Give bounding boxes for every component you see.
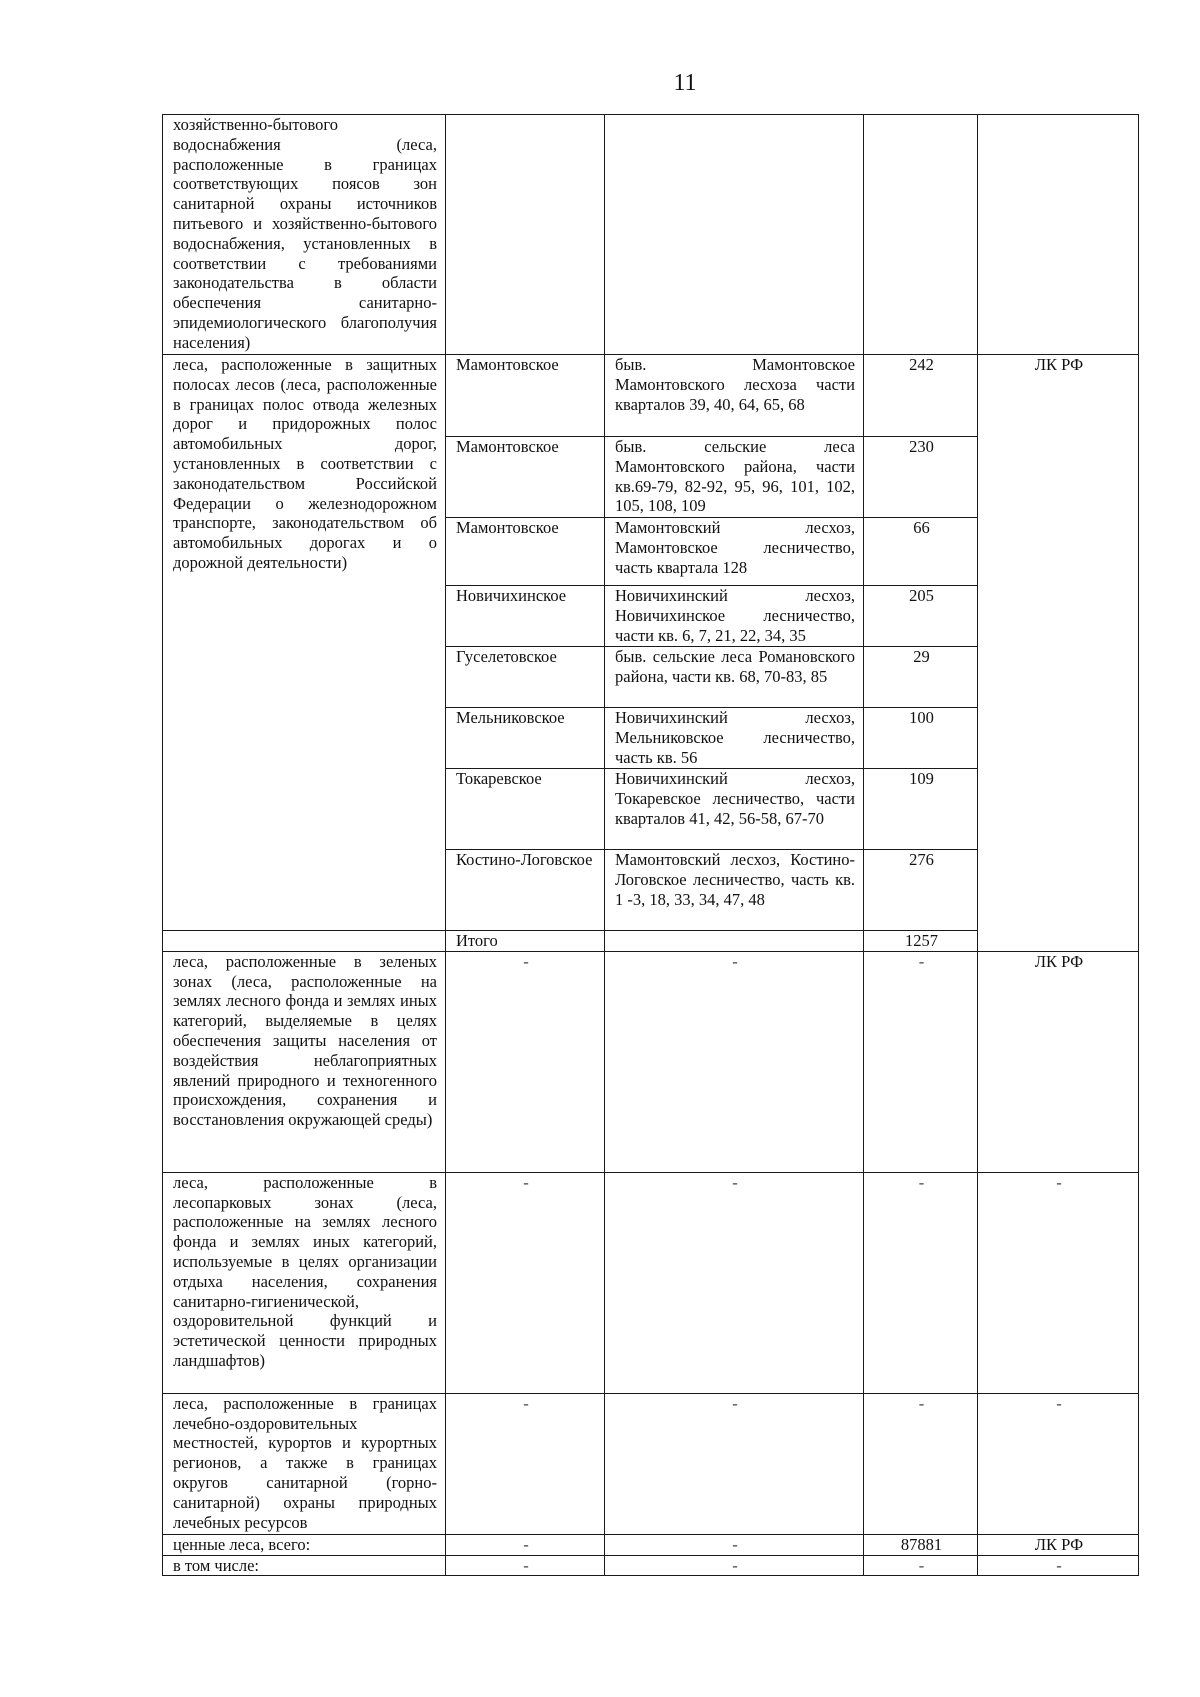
basis-cell: ЛК РФ: [978, 355, 1139, 952]
location-cell: Новичихинский лесхоз, Мельниковское лесничество, часть кв. 56: [605, 708, 864, 769]
location-cell: [605, 931, 864, 952]
location-cell: быв. Мамонтовское Мамонтовского лесхоза части кварталов 39, 40, 64, 65, 68: [605, 355, 864, 437]
area-cell: [864, 115, 978, 355]
location-cell: -: [605, 1555, 864, 1576]
forestry-cell: Мамонтовское: [446, 355, 605, 437]
area-cell: 29: [864, 647, 978, 708]
forestry-cell: [446, 115, 605, 355]
area-cell: 100: [864, 708, 978, 769]
forestry-cell: -: [446, 1555, 605, 1576]
table-row: [163, 1534, 1139, 1555]
page-number: 11: [673, 70, 697, 96]
area-cell: 276: [864, 850, 978, 931]
forestry-cell: Мамонтовское: [446, 437, 605, 518]
area-cell: 242: [864, 355, 978, 437]
area-cell: -: [864, 1172, 978, 1393]
table-row: [163, 355, 1139, 437]
table-row: [163, 1172, 1139, 1393]
forestry-cell: -: [446, 1393, 605, 1534]
category-cell: хозяйственно-бытового водоснабжения (леса, расположенные в границах соответствующих поясов зон санитарной охраны источников питьевого и хозяйственно-бытового водоснабжения, установленных в соответствии с требованиями законодательства в области обеспечения санитарно-эпидемиологического благополучия населения): [163, 115, 446, 355]
area-cell: 230: [864, 437, 978, 518]
area-cell: -: [864, 1393, 978, 1534]
basis-cell: ЛК РФ: [978, 1534, 1139, 1555]
basis-cell: [978, 115, 1139, 355]
basis-cell: -: [978, 1172, 1139, 1393]
forestry-cell: Гуселетовское: [446, 647, 605, 708]
location-cell: -: [605, 1172, 864, 1393]
forestry-cell: -: [446, 951, 605, 1172]
basis-cell: ЛК РФ: [978, 951, 1139, 1172]
total-value: 1257: [864, 931, 978, 952]
table-row: [163, 115, 1139, 355]
area-cell: 109: [864, 769, 978, 850]
location-cell: -: [605, 951, 864, 1172]
forestry-cell: Мамонтовское: [446, 518, 605, 586]
forestry-cell: -: [446, 1534, 605, 1555]
area-cell: -: [864, 1555, 978, 1576]
category-cell: в том числе:: [163, 1555, 446, 1576]
area-cell: 66: [864, 518, 978, 586]
category-cell: леса, расположенные в границах лечебно-оздоровительных местностей, курортов и курортных регионов, а также в границах округов санитарной (горно-санитарной) охраны природных лечебных ресурсов: [163, 1393, 446, 1534]
category-cell: леса, расположенные в защитных полосах лесов (леса, расположенные в границах полос отвода железных дорог и придорожных полос автомобильных дорог, установленных в соответствии с законодательством Российской Федерации о железнодорожном транспорте, законодательством об автомобильных дорогах и о дорожной деятельности): [163, 355, 446, 931]
location-cell: -: [605, 1534, 864, 1555]
forestry-cell: -: [446, 1172, 605, 1393]
protective-forests-table: [162, 114, 1139, 1576]
area-cell: 87881: [864, 1534, 978, 1555]
category-cell: ценные леса, всего:: [163, 1534, 446, 1555]
location-cell: Новичихинский лесхоз, Токаревское лесничество, части кварталов 41, 42, 56-58, 67-70: [605, 769, 864, 850]
forestry-cell: Токаревское: [446, 769, 605, 850]
table-row: [163, 951, 1139, 1172]
forestry-cell: Костино-Логовское: [446, 850, 605, 931]
location-cell: Мамонтовский лесхоз, Мамонтовское лесничество, часть квартала 128: [605, 518, 864, 586]
area-cell: -: [864, 951, 978, 1172]
category-cell: [163, 931, 446, 952]
forestry-cell: Мельниковское: [446, 708, 605, 769]
basis-cell: -: [978, 1393, 1139, 1534]
location-cell: быв. сельские леса Романовского района, части кв. 68, 70-83, 85: [605, 647, 864, 708]
total-label: Итого: [446, 931, 605, 952]
area-cell: 205: [864, 586, 978, 647]
location-cell: Мамонтовский лесхоз, Костино-Логовское лесничество, часть кв. 1 -3, 18, 33, 34, 47, 48: [605, 850, 864, 931]
forestry-cell: Новичихинское: [446, 586, 605, 647]
location-cell: Новичихинский лесхоз, Новичихинское лесничество, части кв. 6, 7, 21, 22, 34, 35: [605, 586, 864, 647]
table-row: [163, 1393, 1139, 1534]
location-cell: быв. сельские леса Мамонтовского района, части кв.69-79, 82-92, 95, 96, 101, 102, 105, 108, 109: [605, 437, 864, 518]
basis-cell: -: [978, 1555, 1139, 1576]
location-cell: [605, 115, 864, 355]
category-cell: леса, расположенные в лесопарковых зонах (леса, расположенные на землях лесного фонда и землях иных категорий, используемые в целях организации отдыха населения, сохранения санитарно-гигиенической, оздоровительной функций и эстетической ценности природных ландшафтов): [163, 1172, 446, 1393]
category-cell: леса, расположенные в зеленых зонах (леса, расположенные на землях лесного фонда и землях иных категорий, выделяемые в целях обеспечения защиты населения от воздействия неблагоприятных явлений природного и техногенного происхождения, сохранения и восстановления окружающей среды): [163, 951, 446, 1172]
location-cell: -: [605, 1393, 864, 1534]
table-row: [163, 1555, 1139, 1576]
